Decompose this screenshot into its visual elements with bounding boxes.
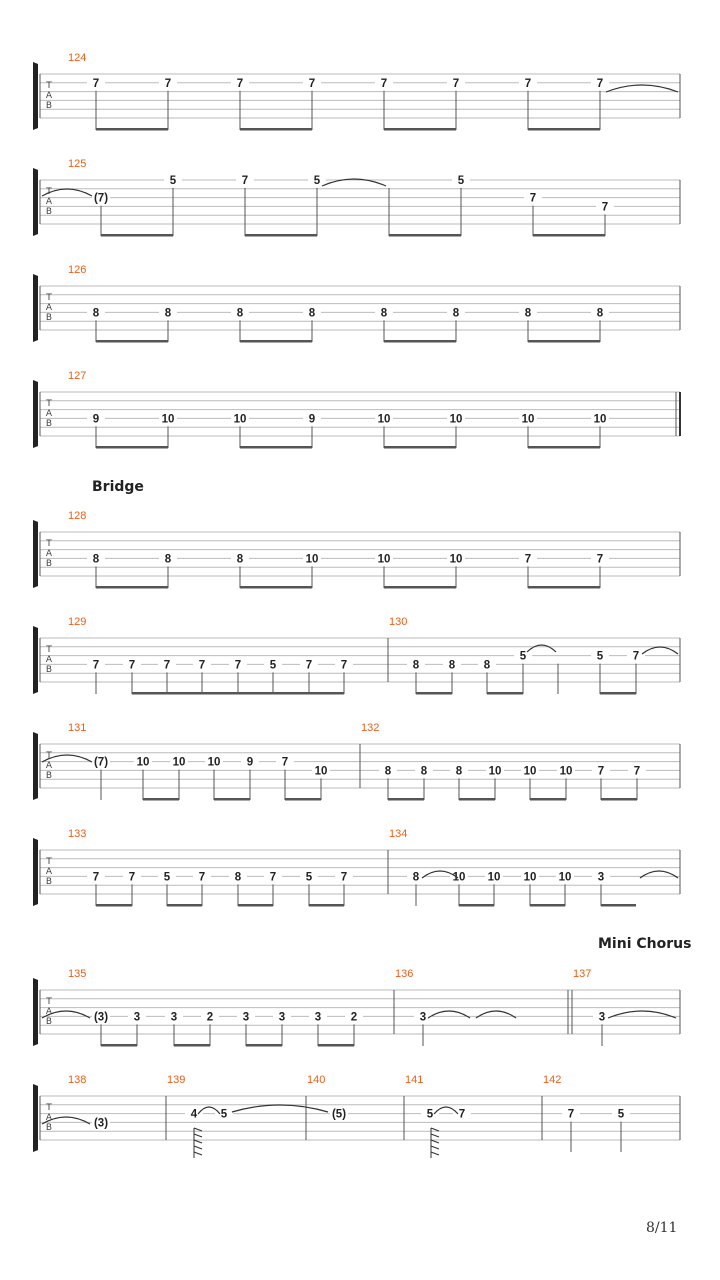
beam	[96, 586, 168, 589]
system-bracket	[33, 274, 38, 342]
fret-number: 7	[92, 871, 100, 884]
beam	[240, 340, 312, 343]
fret-number: 7	[236, 77, 244, 90]
tab-clef: A	[45, 1113, 53, 1123]
fret-number: 10	[172, 756, 186, 769]
tab-clef: B	[45, 1123, 53, 1133]
beam	[388, 798, 424, 801]
beam	[101, 1044, 137, 1047]
fret-number: 8	[524, 307, 532, 320]
tab-clef: B	[45, 207, 53, 217]
measure-number: 139	[167, 1074, 186, 1086]
fret-number: 8	[420, 765, 428, 778]
beam	[528, 340, 600, 343]
fret-number: 8	[596, 307, 604, 320]
beam	[167, 904, 202, 907]
fret-number: 8	[236, 307, 244, 320]
fret-number: 5	[519, 650, 527, 663]
fret-number: 8	[92, 553, 100, 566]
fret-number: 8	[412, 871, 420, 884]
fret-number: 8	[412, 659, 420, 672]
system-bracket	[33, 732, 38, 800]
tab-clef: A	[45, 549, 53, 559]
page-number: 8/11	[646, 1220, 678, 1236]
beam	[530, 904, 565, 907]
section-label-bridge: Bridge	[92, 479, 144, 495]
fret-number: 7	[92, 659, 100, 672]
tie	[640, 871, 678, 878]
tab-clef: B	[45, 559, 53, 569]
tab-clef: A	[45, 655, 53, 665]
beam	[238, 904, 273, 907]
tie	[642, 647, 678, 654]
fret-number: (3)	[93, 1117, 109, 1130]
beam	[384, 340, 456, 343]
fret-number: 10	[136, 756, 150, 769]
beam	[285, 798, 321, 801]
fret-number: 7	[163, 659, 171, 672]
system-bracket	[33, 1084, 38, 1152]
fret-number: 7	[567, 1108, 575, 1121]
fret-number: 5	[305, 871, 313, 884]
fret-number: 5	[596, 650, 604, 663]
fret-number: 10	[558, 871, 572, 884]
fret-number: 7	[198, 871, 206, 884]
fret-number: 7	[529, 192, 537, 205]
fret-number: (7)	[93, 756, 109, 769]
fret-number: 7	[597, 765, 605, 778]
fret-number: 3	[170, 1011, 178, 1024]
measure-number: 126	[68, 264, 87, 276]
beam	[459, 798, 495, 801]
beam	[600, 692, 636, 695]
tab-clef: A	[45, 761, 53, 771]
fret-number: 7	[596, 77, 604, 90]
beam	[132, 692, 344, 695]
fret-number: 8	[234, 871, 242, 884]
beam	[101, 234, 173, 237]
tie	[232, 1105, 328, 1112]
tab-clef: B	[45, 101, 53, 111]
tab-clef: T	[46, 997, 52, 1007]
fret-number: 7	[524, 77, 532, 90]
fret-number: 5	[220, 1108, 228, 1121]
beam	[174, 1044, 210, 1047]
system-bracket	[33, 978, 38, 1046]
fret-number: 7	[281, 756, 289, 769]
measure-number: 137	[573, 968, 592, 980]
measure-number: 124	[68, 52, 87, 64]
fret-number: 10	[488, 765, 502, 778]
beam	[601, 798, 637, 801]
system-bracket	[33, 520, 38, 588]
fret-number: (7)	[93, 192, 109, 205]
measure-number: 135	[68, 968, 87, 980]
tab-clef: T	[46, 1103, 52, 1113]
fret-number: 10	[449, 553, 463, 566]
tab-clef: B	[45, 313, 53, 323]
fret-number: 5	[313, 175, 321, 187]
fret-number: 10	[487, 871, 501, 884]
tab-clef: B	[45, 771, 53, 781]
fret-number: 7	[633, 765, 641, 778]
beam	[459, 904, 494, 907]
fret-number: 7	[234, 659, 242, 672]
staff-system-1	[33, 52, 680, 131]
measure-number: 142	[543, 1074, 562, 1086]
fret-number: 2	[206, 1011, 214, 1024]
fret-number: 7	[458, 1108, 466, 1121]
fret-number: 10	[305, 553, 319, 566]
vibrato-mark	[194, 1128, 202, 1158]
fret-number: 8	[236, 553, 244, 566]
fret-number: 7	[601, 201, 609, 214]
tab-clef: T	[46, 539, 52, 549]
tab-clef: B	[45, 665, 53, 675]
fret-number: 3	[598, 1011, 606, 1024]
tab-clef: T	[46, 399, 52, 409]
staff-system-9	[33, 968, 680, 1047]
measure-number: 140	[307, 1074, 326, 1086]
fret-number: 8	[483, 659, 491, 672]
fret-number: 9	[246, 756, 254, 769]
system-bracket	[33, 62, 38, 130]
beam	[318, 1044, 354, 1047]
beam	[309, 904, 344, 907]
fret-number: 5	[163, 871, 171, 884]
beam	[601, 904, 636, 907]
fret-number: 10	[523, 765, 537, 778]
measure-number: 133	[68, 828, 87, 840]
fret-number: 10	[452, 871, 466, 884]
fret-number: 3	[242, 1011, 250, 1024]
fret-number: 10	[233, 413, 247, 426]
tab-clef: T	[46, 81, 52, 91]
beam	[240, 446, 312, 449]
vibrato-mark	[431, 1128, 439, 1158]
tab-clef: B	[45, 1017, 53, 1027]
system-bracket	[33, 380, 38, 448]
beam	[389, 234, 461, 237]
beam	[528, 586, 600, 589]
staff-system-10	[33, 1074, 680, 1152]
fret-number: 9	[92, 413, 100, 426]
tab-clef: B	[45, 877, 53, 887]
beam	[384, 128, 456, 131]
fret-number: 3	[314, 1011, 322, 1024]
staff-system-2	[33, 158, 680, 237]
system-bracket	[33, 838, 38, 906]
fret-number: 9	[308, 413, 316, 426]
tab-clef: A	[45, 197, 53, 207]
system-bracket	[33, 168, 38, 236]
fret-number: 7	[340, 871, 348, 884]
fret-number: 7	[92, 77, 100, 90]
fret-number: 8	[452, 307, 460, 320]
tie	[608, 1011, 676, 1018]
fret-number: 10	[593, 413, 607, 426]
measure-number: 141	[405, 1074, 424, 1086]
beam	[533, 234, 605, 237]
fret-number: 7	[452, 77, 460, 90]
fret-number: 7	[305, 659, 313, 672]
tab-clef: T	[46, 751, 52, 761]
measure-number: 128	[68, 510, 87, 522]
measure-number: 134	[389, 828, 408, 840]
fret-number: 8	[448, 659, 456, 672]
beam	[240, 586, 312, 589]
measure-number: 127	[68, 370, 87, 382]
measure-number: 136	[395, 968, 414, 980]
fret-number: 10	[449, 413, 463, 426]
tie	[428, 1011, 470, 1018]
tab-clef: T	[46, 293, 52, 303]
fret-number: 7	[308, 77, 316, 90]
fret-number: 3	[278, 1011, 286, 1024]
measure-number: 130	[389, 616, 408, 628]
beam	[96, 340, 168, 343]
beam	[384, 446, 456, 449]
tab-clef: A	[45, 303, 53, 313]
tab-clef: A	[45, 91, 53, 101]
staff-system-7	[33, 722, 680, 801]
fret-number: 10	[523, 871, 537, 884]
beam	[487, 692, 523, 695]
fret-number: 7	[164, 77, 172, 90]
fret-number: 2	[350, 1011, 358, 1024]
beam	[245, 234, 317, 237]
system-bracket	[33, 626, 38, 694]
fret-number: 7	[340, 659, 348, 672]
fret-number: (3)	[93, 1011, 109, 1024]
fret-number: 7	[596, 553, 604, 566]
fret-number: 8	[308, 307, 316, 320]
fret-number: 10	[314, 765, 328, 778]
fret-number: 7	[128, 659, 136, 672]
beam	[528, 446, 600, 449]
beam	[96, 128, 168, 131]
fret-number: 8	[92, 307, 100, 320]
fret-number: 5	[617, 1108, 625, 1121]
fret-number: 10	[161, 413, 175, 426]
fret-number: 5	[426, 1108, 434, 1121]
fret-number: 3	[133, 1011, 141, 1024]
fret-number: 10	[377, 553, 391, 566]
tab-clef: T	[46, 645, 52, 655]
measure-number: 138	[68, 1074, 87, 1086]
beam	[416, 692, 452, 695]
staff-system-3	[33, 264, 680, 343]
fret-number: 8	[384, 765, 392, 778]
fret-number: 8	[164, 307, 172, 320]
tab-clef: T	[46, 857, 52, 867]
fret-number: 7	[198, 659, 206, 672]
measure-number: 129	[68, 616, 87, 628]
tab-clef: A	[45, 409, 53, 419]
fret-number: 5	[269, 659, 277, 672]
tie	[606, 85, 678, 92]
fret-number: 10	[377, 413, 391, 426]
tab-clef: B	[45, 419, 53, 429]
fret-number: 10	[521, 413, 535, 426]
staff-system-6	[33, 616, 680, 695]
beam	[143, 798, 179, 801]
beam	[96, 904, 132, 907]
beam	[96, 446, 168, 449]
tie	[476, 1011, 516, 1018]
fret-number: 3	[419, 1011, 427, 1024]
fret-number: 10	[559, 765, 573, 778]
beam	[214, 798, 250, 801]
measure-number: 131	[68, 722, 87, 734]
staff-system-4	[33, 370, 680, 449]
beam	[246, 1044, 282, 1047]
beam	[528, 128, 600, 131]
fret-number: (5)	[331, 1108, 347, 1121]
beam	[384, 586, 456, 589]
fret-number: 7	[269, 871, 277, 884]
fret-number: 3	[597, 871, 605, 884]
fret-number: 10	[207, 756, 221, 769]
fret-number: 7	[128, 871, 136, 884]
fret-number: 7	[524, 553, 532, 566]
fret-number: 8	[455, 765, 463, 778]
staff-system-5	[33, 510, 680, 589]
beam	[530, 798, 566, 801]
section-label-mini-chorus: Mini Chorus	[598, 936, 692, 952]
tab-clef: A	[45, 867, 53, 877]
fret-number: 7	[380, 77, 388, 90]
tab-clef: A	[45, 1007, 53, 1017]
measure-number: 132	[361, 722, 380, 734]
measure-number: 125	[68, 158, 87, 170]
fret-number: 5	[169, 175, 177, 187]
fret-number: 4	[190, 1108, 198, 1121]
fret-number: 8	[164, 553, 172, 566]
fret-number: 8	[380, 307, 388, 320]
staff-system-8	[33, 828, 680, 907]
tab-clef: T	[46, 187, 52, 197]
beam	[240, 128, 312, 131]
fret-number: 7	[241, 175, 249, 187]
fret-number: 7	[632, 650, 640, 663]
fret-number: 5	[457, 175, 465, 187]
